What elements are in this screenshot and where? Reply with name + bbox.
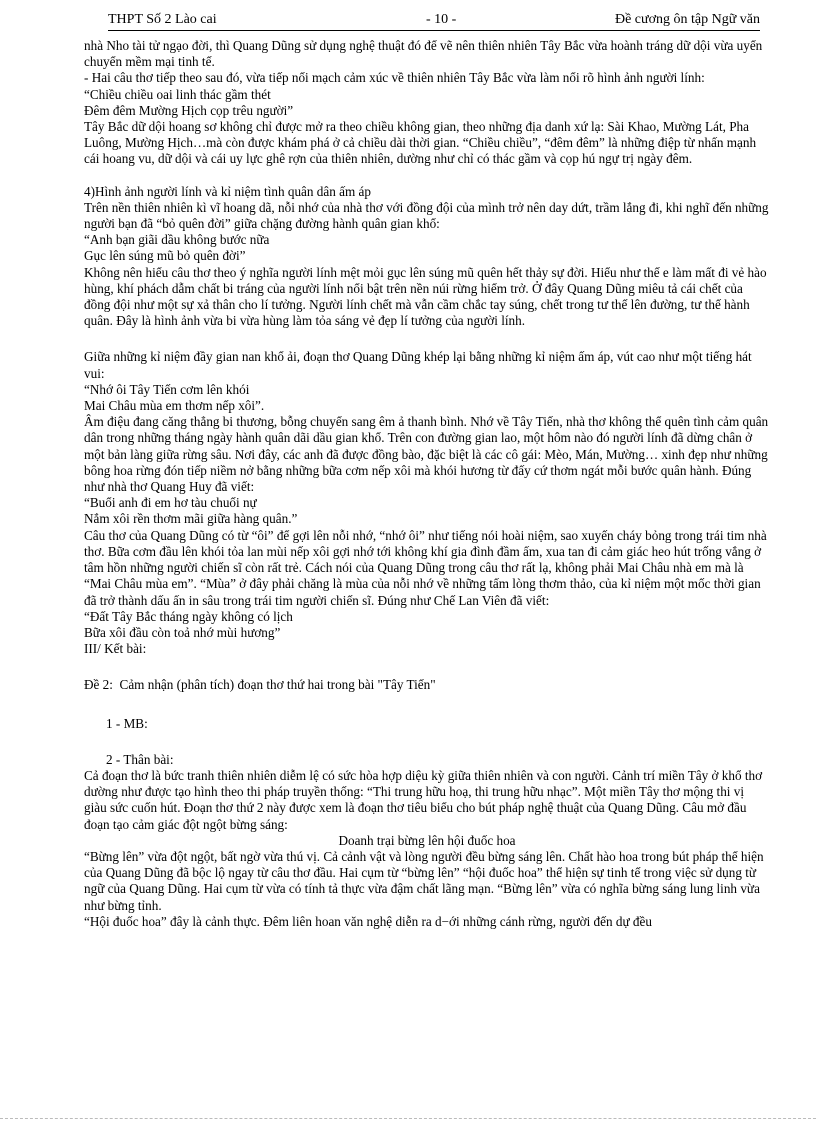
section-heading: III/ Kết bài: [84,641,147,657]
blank-line [84,694,770,716]
paragraph: Trên nền thiên nhiên kì vĩ hoang dã, nỗi nhớ của nhà thơ với đồng đội của mình trở nên day dứt, trầm lắng đi, khi nghĩ đến những người bạn đã “bỏ quên đời” giữa chặng đường hành quân gian khổ: [84,199,769,232]
outline-item-body: 2 - Thân bài: [106,751,174,767]
page-bottom-edge [0,1118,816,1119]
paragraph: - Hai câu thơ tiếp theo sau đó, vừa tiếp nối mạch cảm xúc về thiên nhiên Tây Bắc vừa làm nổi rõ hình ảnh người lính: [84,70,705,86]
poem-line: “Anh bạn giãi dầu không bước nữa [84,232,270,248]
header-page-number: - 10 - [426,12,457,27]
page-header [108,10,760,31]
poem-line: “Nhớ ôi Tây Tiến cơm lên khói [84,381,250,397]
header-document-title: Đề cương ôn tập Ngữ văn [614,12,760,27]
poem-line: Bữa xôi đầu còn toả nhớ mùi hương” [84,624,281,640]
paragraph: Âm điệu đang căng thẳng bi thương, bỗng chuyển sang êm ả thanh bình. Nhớ về Tây Tiến, nhà thơ không thể quên tình cảm quân dân trong những tháng ngày hành quân dãi dầu gian khổ. Trên con đường gian lao, một hôm nào đó người lính đã dừng chân ở một bản làng giữa rừng sâu. Nơi đây, các anh đã được đồng bào, đặc biệt là các cô gái: Mèo, Mán, Mường… xinh đẹp như những bông hoa rừng đón tiếp niềm nở bằng những bữa cơm nếp xôi mà khói hương từ đấy cứ thơm ngát mỗi bước quân hành. Đúng như nhà thơ Quang Huy đã viết: [84,414,769,495]
section-heading: 4)Hình ảnh người lính và kỉ niệm tình quân dân ấm áp [84,183,371,199]
blank-line [84,657,770,677]
poem-line: “Buổi anh đi em hơ tàu chuối nự [84,495,257,511]
poem-line: Gục lên súng mũ bỏ quên đời” [84,248,246,264]
blank-line [84,329,770,345]
paragraph: Câu thơ của Quang Dũng có từ “ôi” để gợi lên nỗi nhớ, “nhớ ôi” như tiếng nói hoài niệm, sao xuyến cháy bỏng trong trái tim nhà thơ. Bữa cơm đầu lên khói tỏa lan mùi nếp xôi gợi nhớ tới không khí gia đình đầm ấm, xua tan đi cảm giác heo hút trống vắng ở tâm hồn những người chiến sĩ còn rất trẻ. Cách nói của Quang Dũng trong câu thơ rất lạ, không phải Mai Châu nhà em mà là “Mai Châu mùa em”. “Mùa” ở đây phải chăng là mùa của nỗi nhớ về những tấm lòng thơm thảo, của kỉ niệm một mốc thời gian đã trở thành dấu ấn in sâu trong trái tim người chiến sĩ. Đúng như Chế Lan Viên đã viết: [84,527,767,608]
blank-line [84,168,770,184]
document-body [84,38,770,930]
paragraph: Không nên hiểu câu thơ theo ý nghĩa người lính mệt mỏi gục lên súng mũ quên hết thảy sự đời. Hiểu như thế e làm mất đi vẻ hào hùng, khí phách dẫm chất bi tráng của người lính nổi bật trên nền núi rừng hiểm trở. Ở đây Quang Dũng miêu tả cái chết của đồng đội như một sự xả thân cho lí tưởng. Người lính chết mà vẫn cầm chắc tay súng, chết trong tư thế lên đường, tư thế hành quân. Đây là hình ảnh vừa bi vừa hùng làm tỏa sáng vẻ đẹp lí tưởng của người lính. [84,264,767,329]
outline-item-mb: 1 - MB: [106,715,148,731]
paragraph: “Bừng lên” vừa đột ngột, bất ngờ vừa thú vị. Cả cảnh vật và lòng người đều bừng sáng lên. Chất hào hoa trong bút pháp thể hiện của Quang Dũng đã bộc lộ ngay từ câu thơ đầu. Hai cụm từ “bừng lên” “hội đuốc hoa” thể hiện sự tinh tế trong việc sử dụng từ ngữ của Quang Dũng. Hai cụm từ vừa có tính tả thực vừa đậm chất lãng mạn. “Bừng lên” vừa có nghĩa bừng sáng lung linh vừa như bừng tỉnh. [84,848,764,913]
paragraph: “Hội đuốc hoa” đây là cảnh thực. Đêm liên hoan văn nghệ diễn ra d−ới những cánh rừng, người đến dự đều [84,913,652,929]
poem-line: “Chiều chiều oai linh thác gầm thét [84,86,271,102]
poem-line: Mai Châu mùa em thơm nếp xôi”. [84,398,265,414]
poem-line: Đêm đêm Mường Hịch cọp trêu người” [84,102,294,118]
paragraph: Cả đoạn thơ là bức tranh thiên nhiên diễm lệ có sức hòa hợp diệu kỳ giữa thiên nhiên và con người. Cảnh trí miền Tây ở khổ thơ dường như được tạo hình theo thi pháp truyền thống: “Thi trung hữu hoạ, thi trung hữu nhạc”. Một miền Tây thơ mộng thi vị giàu sức cuốn hút. Đoạn thơ thứ 2 này được xem là đoạn thơ tiêu biểu cho bút pháp nghệ thuật của Quang Dũng. Câu mở đầu đoạn tạo cảm giác đột ngột bừng sáng: [84,767,763,832]
paragraph: nhà Nho tài tử ngạo đời, thì Quang Dũng sử dụng nghệ thuật đó để vẽ nên thiên nhiên Tây Bắc vừa hoành tráng dữ dội vừa uyển chuyển mềm mại tinh tế. [84,38,763,70]
poem-line: “Đất Tây Bắc tháng ngày không có lịch [84,608,293,624]
paragraph: Giữa những kỉ niệm đầy gian nan khổ ải, đoạn thơ Quang Dũng khép lại bằng những kỉ niệm ấm áp, vút cao như một tiếng hát vui: [84,349,752,381]
blank-line [84,732,770,752]
poem-line: Doanh trại bừng lên hội đuốc hoa [338,832,516,848]
header-school: THPT Số 2 Lào cai [108,12,217,27]
poem-line: Nắm xôi rền thơm mãi giữa hàng quân.” [84,511,298,527]
exercise-heading: Đề 2: Cảm nhận (phân tích) đoạn thơ thứ hai trong bài "Tây Tiến" [84,677,436,693]
paragraph: Tây Bắc dữ dội hoang sơ không chỉ được mở ra theo chiều không gian, theo những địa danh xứ lạ: Sài Khao, Mường Lát, Pha Luông, Mường Hịch…mà còn được khám phá ở cả chiều dài thời gian. “Chiều chiều”, “đêm đêm” là những điệp từ nhấn mạnh cái hoang vu, dữ dội và cái uy lực ghê rợn của thiên nhiên, dường như chỉ có thác gầm và cọp hú ngự trị ngày đêm. [84,119,757,167]
